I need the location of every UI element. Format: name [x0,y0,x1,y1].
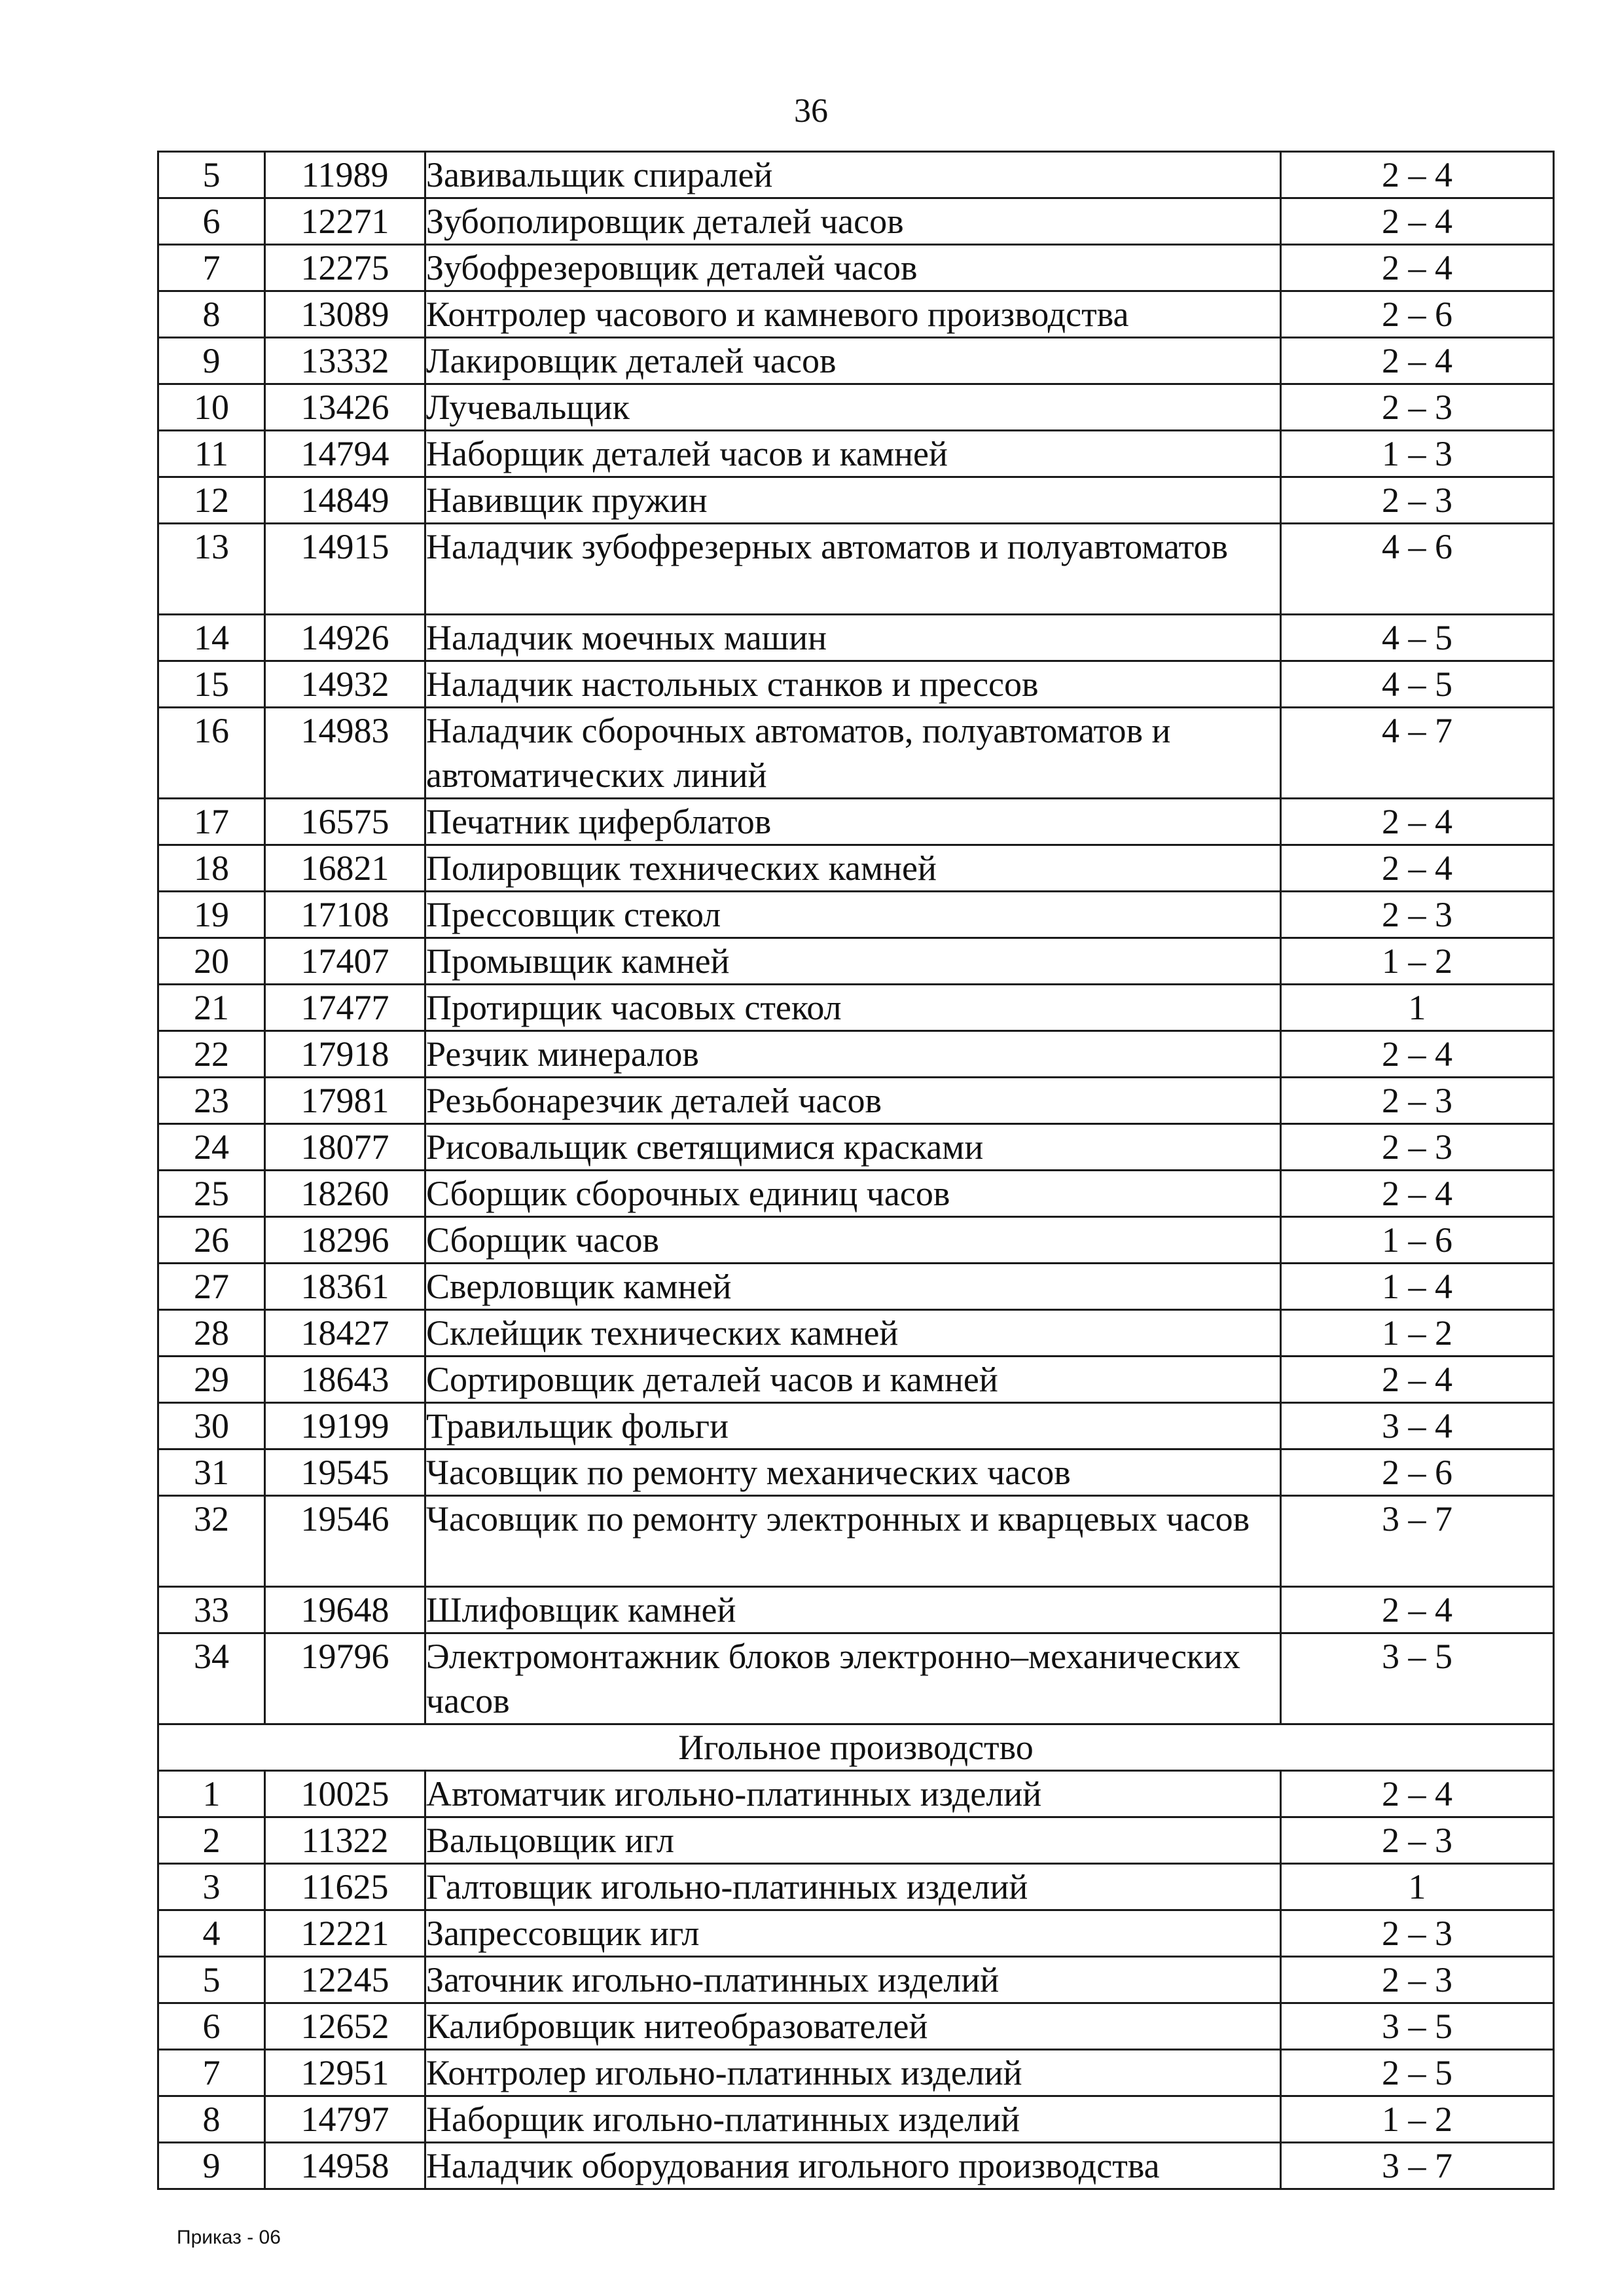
row-number: 26 [158,1217,265,1264]
grade-range: 4 – 5 [1281,615,1554,661]
grade-range: 2 – 4 [1281,1771,1554,1817]
table-row [158,985,1554,1031]
profession-name: Промывщик камней [425,938,1281,985]
grade-range: 1 – 4 [1281,1264,1554,1310]
table-row [158,152,1554,198]
row-number: 11 [158,431,265,477]
profession-name: Наладчик сборочных автоматов, полуавтоматов и автоматических линий [425,708,1281,799]
grade-range: 2 – 3 [1281,1817,1554,1864]
table-row [158,708,1554,799]
row-number: 34 [158,1633,265,1724]
profession-name: Контролер часового и камневого производства [425,291,1281,338]
table-row [158,1217,1554,1264]
profession-code: 16575 [265,799,425,845]
row-number: 27 [158,1264,265,1310]
profession-name: Рисовальщик светящимися красками [425,1124,1281,1171]
table-row [158,1910,1554,1957]
profession-name: Полировщик технических камней [425,845,1281,892]
grade-range: 2 – 4 [1281,1587,1554,1633]
profession-name: Резчик минералов [425,1031,1281,1078]
profession-code: 14794 [265,431,425,477]
grade-range: 1 – 2 [1281,1310,1554,1357]
profession-code: 11322 [265,1817,425,1864]
table-row [158,1264,1554,1310]
profession-code: 14797 [265,2096,425,2143]
table-row [158,1171,1554,1217]
profession-name: Печатник циферблатов [425,799,1281,845]
profession-name: Часовщик по ремонту электронных и кварцевых часов [425,1496,1281,1587]
profession-code: 12275 [265,245,425,291]
profession-code: 17981 [265,1078,425,1124]
profession-code: 16821 [265,845,425,892]
profession-code: 12271 [265,198,425,245]
grade-range: 2 – 5 [1281,2050,1554,2096]
row-number: 7 [158,245,265,291]
table-row [158,198,1554,245]
grade-range: 4 – 6 [1281,524,1554,615]
row-number: 25 [158,1171,265,1217]
grade-range: 2 – 6 [1281,291,1554,338]
row-number: 7 [158,2050,265,2096]
table-row [158,431,1554,477]
table-row [158,1310,1554,1357]
row-number: 31 [158,1449,265,1496]
grade-range: 2 – 4 [1281,338,1554,384]
grade-range: 2 – 3 [1281,477,1554,524]
profession-name: Сборщик сборочных единиц часов [425,1171,1281,1217]
row-number: 5 [158,152,265,198]
profession-code: 14932 [265,661,425,708]
page-number: 36 [794,92,828,130]
table-row [158,845,1554,892]
profession-name: Наладчик зубофрезерных автоматов и полуавтоматов [425,524,1281,615]
table-row [158,1357,1554,1403]
grade-range: 3 – 7 [1281,2143,1554,2189]
row-number: 15 [158,661,265,708]
profession-name: Заточник игольно-платинных изделий [425,1957,1281,2003]
table-row [158,1771,1554,1817]
table-row [158,2003,1554,2050]
profession-code: 17918 [265,1031,425,1078]
grade-range: 2 – 4 [1281,1357,1554,1403]
profession-code: 14849 [265,477,425,524]
profession-code: 19648 [265,1587,425,1633]
row-number: 9 [158,338,265,384]
profession-code: 17407 [265,938,425,985]
table-row [158,245,1554,291]
row-number: 13 [158,524,265,615]
profession-name: Резьбонарезчик деталей часов [425,1078,1281,1124]
row-number: 23 [158,1078,265,1124]
profession-name: Зубополировщик деталей часов [425,198,1281,245]
grade-range: 3 – 7 [1281,1496,1554,1587]
grade-range: 2 – 4 [1281,245,1554,291]
table-row [158,1587,1554,1633]
table-row [158,1124,1554,1171]
row-number: 6 [158,2003,265,2050]
grade-range: 4 – 5 [1281,661,1554,708]
profession-name: Контролер игольно-платинных изделий [425,2050,1281,2096]
grade-range: 2 – 4 [1281,152,1554,198]
profession-name: Зубофрезеровщик деталей часов [425,245,1281,291]
profession-code: 19545 [265,1449,425,1496]
section-title: Игольное производство [158,1724,1554,1771]
profession-name: Калибровщик нитеобразователей [425,2003,1281,2050]
profession-name: Наладчик моечных машин [425,615,1281,661]
profession-name: Сортировщик деталей часов и камней [425,1357,1281,1403]
row-number: 24 [158,1124,265,1171]
profession-name: Сборщик часов [425,1217,1281,1264]
grade-range: 1 [1281,1864,1554,1910]
row-number: 4 [158,1910,265,1957]
table-row [158,1817,1554,1864]
grade-range: 2 – 6 [1281,1449,1554,1496]
profession-code: 18260 [265,1171,425,1217]
grade-range: 2 – 3 [1281,1078,1554,1124]
grade-range: 2 – 3 [1281,1910,1554,1957]
profession-code: 19199 [265,1403,425,1449]
row-number: 19 [158,892,265,938]
profession-name: Лучевальщик [425,384,1281,431]
grade-range: 2 – 4 [1281,198,1554,245]
row-number: 33 [158,1587,265,1633]
profession-name: Галтовщик игольно-платинных изделий [425,1864,1281,1910]
profession-name: Протирщик часовых стекол [425,985,1281,1031]
grade-range: 3 – 4 [1281,1403,1554,1449]
row-number: 1 [158,1771,265,1817]
row-number: 22 [158,1031,265,1078]
table-row [158,1864,1554,1910]
table-row [158,2096,1554,2143]
table-row [158,799,1554,845]
footer-label: Приказ - 06 [177,2227,281,2248]
grade-range: 4 – 7 [1281,708,1554,799]
table-row [158,338,1554,384]
profession-code: 19796 [265,1633,425,1724]
row-number: 28 [158,1310,265,1357]
profession-name: Сверловщик камней [425,1264,1281,1310]
profession-code: 18077 [265,1124,425,1171]
profession-code: 18296 [265,1217,425,1264]
table-row [158,1031,1554,1078]
table-row [158,477,1554,524]
profession-name: Наборщик игольно-платинных изделий [425,2096,1281,2143]
profession-name: Лакировщик деталей часов [425,338,1281,384]
row-number: 5 [158,1957,265,2003]
profession-name: Наборщик деталей часов и камней [425,431,1281,477]
row-number: 2 [158,1817,265,1864]
grade-range: 1 [1281,985,1554,1031]
profession-name: Склейщик технических камней [425,1310,1281,1357]
grade-range: 2 – 3 [1281,1957,1554,2003]
grade-range: 1 – 3 [1281,431,1554,477]
profession-name: Наладчик настольных станков и прессов [425,661,1281,708]
grade-range: 2 – 4 [1281,799,1554,845]
profession-name: Электромонтажник блоков электронно–механических часов [425,1633,1281,1724]
profession-code: 14926 [265,615,425,661]
table-row [158,384,1554,431]
table-row [158,1633,1554,1724]
profession-code: 18427 [265,1310,425,1357]
row-number: 12 [158,477,265,524]
grade-range: 2 – 4 [1281,1171,1554,1217]
profession-code: 18643 [265,1357,425,1403]
grade-range: 1 – 2 [1281,2096,1554,2143]
profession-code: 11625 [265,1864,425,1910]
grade-range: 2 – 4 [1281,1031,1554,1078]
table-row [158,2143,1554,2189]
table-row [158,1496,1554,1587]
profession-code: 17108 [265,892,425,938]
table-row [158,661,1554,708]
row-number: 6 [158,198,265,245]
profession-code: 10025 [265,1771,425,1817]
grade-range: 2 – 3 [1281,892,1554,938]
profession-code: 12221 [265,1910,425,1957]
table-row [158,1957,1554,2003]
grade-range: 2 – 4 [1281,845,1554,892]
table-row [158,524,1554,615]
table-row [158,1078,1554,1124]
profession-code: 14915 [265,524,425,615]
profession-code: 11989 [265,152,425,198]
row-number: 9 [158,2143,265,2189]
profession-code: 13426 [265,384,425,431]
profession-code: 13332 [265,338,425,384]
profession-code: 17477 [265,985,425,1031]
profession-code: 18361 [265,1264,425,1310]
section-header-row [158,1724,1554,1771]
row-number: 20 [158,938,265,985]
profession-code: 14983 [265,708,425,799]
table-row [158,291,1554,338]
grade-range: 1 – 6 [1281,1217,1554,1264]
table-row [158,892,1554,938]
row-number: 29 [158,1357,265,1403]
grade-range: 1 – 2 [1281,938,1554,985]
profession-code: 12951 [265,2050,425,2096]
table-row [158,1449,1554,1496]
row-number: 21 [158,985,265,1031]
table-body [158,152,1554,2189]
profession-name: Шлифовщик камней [425,1587,1281,1633]
table-row [158,2050,1554,2096]
profession-name: Часовщик по ремонту механических часов [425,1449,1281,1496]
profession-name: Запрессовщик игл [425,1910,1281,1957]
profession-name: Прессовщик стекол [425,892,1281,938]
grade-range: 3 – 5 [1281,2003,1554,2050]
profession-name: Завивальщик спиралей [425,152,1281,198]
grade-range: 2 – 3 [1281,1124,1554,1171]
row-number: 32 [158,1496,265,1587]
profession-name: Травильщик фольги [425,1403,1281,1449]
row-number: 8 [158,2096,265,2143]
profession-code: 12245 [265,1957,425,2003]
table-row [158,1403,1554,1449]
grade-range: 3 – 5 [1281,1633,1554,1724]
row-number: 16 [158,708,265,799]
table-row [158,938,1554,985]
professions-table [157,151,1555,2190]
profession-code: 12652 [265,2003,425,2050]
grade-range: 2 – 3 [1281,384,1554,431]
row-number: 14 [158,615,265,661]
row-number: 17 [158,799,265,845]
profession-code: 13089 [265,291,425,338]
row-number: 30 [158,1403,265,1449]
profession-name: Автоматчик игольно-платинных изделий [425,1771,1281,1817]
profession-name: Навивщик пружин [425,477,1281,524]
profession-code: 14958 [265,2143,425,2189]
row-number: 18 [158,845,265,892]
row-number: 10 [158,384,265,431]
profession-code: 19546 [265,1496,425,1587]
profession-name: Наладчик оборудования игольного производства [425,2143,1281,2189]
table-row [158,615,1554,661]
row-number: 3 [158,1864,265,1910]
row-number: 8 [158,291,265,338]
profession-name: Вальцовщик игл [425,1817,1281,1864]
